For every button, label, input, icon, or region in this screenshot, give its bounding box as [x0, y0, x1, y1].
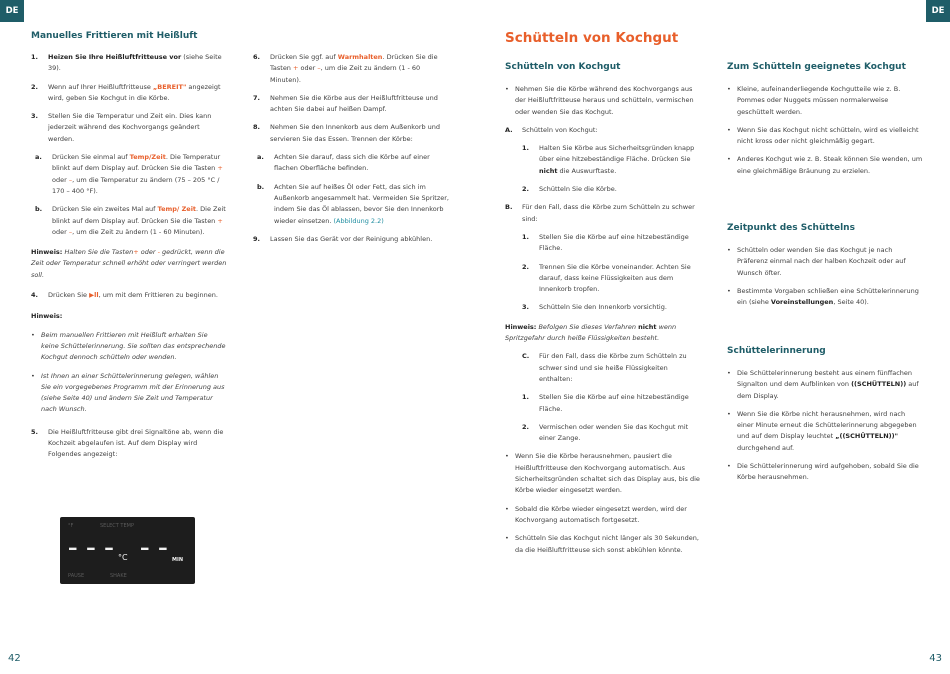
hint-bullet-2: • Ist Ihnen an einer Schüttelerinnerung gelegen, wählen Sie ein vorgegebenes Programm mit der Erinnerung aus (siehe Seite 40) und ändern Sie Zeit und Temperatur nach Wunsch.	[31, 371, 225, 414]
bullet-not-crispy: • Wenn Sie das Kochgut nicht schütteln, wird es vielleicht nicht kross oder nicht gleichmäßig gegart.	[727, 125, 919, 146]
step-B1: 1. Stellen Sie die Körbe auf eine hitzebeständige Fläche.	[522, 232, 689, 253]
bullet-reminder-repeat: • Wenn Sie die Körbe nicht herausnehmen, wird nach einer Minute erneut die Schüttelerinnerung abgegeben und auf dem Display leuchtet „((SCHÜTTELN))" durchgehend auf.	[727, 409, 917, 452]
hint-heading: Hinweis:	[31, 312, 63, 321]
bullet-half-time: • Schütteln oder wenden Sie das Kochgut je nach Präferenz einmal nach der halben Kochzeit oder auf Wunsch öfter.	[727, 246, 906, 277]
step-B: B. Für den Fall, dass die Körbe zum Schütteln zu schwer sind:	[505, 203, 695, 223]
step-C1: 1. Stellen Sie die Körbe auf eine hitzebeständige Fläche.	[522, 393, 689, 413]
figure-link[interactable]: (Abbildung 2.2)	[333, 216, 384, 225]
air-fryer-display-image: °F SELECT TEMP – – – °C – – MIN PAUSE SHAKE	[60, 517, 195, 584]
step-A1: 1. Halten Sie Körbe aus Sicherheitsgründen knapp über eine hitzebeständige Fläche. Drücken Sie nicht die Auswurftaste.	[522, 144, 695, 175]
step-3: 3. Stellen Sie die Temperatur und Zeit ein. Dies kann jederzeit während des Kochvorgangs geändert werden.	[31, 112, 212, 143]
step-B2: 2. Trennen Sie die Körbe voneinander. Achten Sie darauf, dass keine Flüssigkeiten aus dem Innenkorb tropfen.	[522, 262, 691, 294]
bullet-reminder-cancel: • Die Schüttelerinnerung wird aufgehoben, sobald Sie die Körbe herausnehmen.	[727, 462, 919, 482]
hint-spatter: Hinweis: Befolgen Sie dieses Verfahren nicht wenn Spritzgefahr durch heiße Flüssigkeiten besteht.	[505, 322, 677, 343]
step-6: 6. Drücken Sie ggf. auf Warmhalten. Drücken Sie die Tasten + oder –, um die Zeit zu ändern (1 - 60 Minuten).	[253, 53, 438, 84]
hint-hold-buttons: Hinweis: Halten Sie die Tasten+ oder - gedrückt, wenn die Zeit oder Temperatur schnell erhöht oder verringert werden soll.	[31, 248, 227, 279]
heading-suitable-food: Zum Schütteln geeignetes Kochgut	[727, 62, 906, 72]
page-number-left: 42	[8, 653, 21, 664]
step-7: 7. Nehmen Sie die Körbe aus der Heißluftfritteuse und achten Sie dabei auf heißen Dampf.	[253, 93, 438, 114]
language-tab-left: DE	[0, 0, 24, 22]
language-tab-right: DE	[926, 0, 950, 22]
heading-shake-reminder: Schüttelerinnerung	[727, 346, 826, 356]
step-3a: a. Drücken Sie einmal auf Temp/Zeit. Die Temperatur blinkt auf dem Display auf. Drücken Sie die Tasten + oder –, um die Temperatur zu ändern (75 – 205 °C / 170 – 400 °F).	[35, 153, 223, 195]
step-2: 2. Wenn auf Ihrer Heißluftfritteuse „BEREIT" angezeigt wird, geben Sie Kochgut in die Körbe.	[31, 82, 221, 102]
step-4: 4. Drücken Sie ▶ll, um mit dem Frittieren zu beginnen.	[31, 291, 218, 300]
step-8b: b. Achten Sie auf heißes Öl oder Fett, das sich im Außenkorb angesammelt hat. Vermeiden Sie Spritzer, indem Sie das Öl ablassen, bevor Sie den Innenkorb wieder einsetzen. (Abbildung 2.2)	[257, 182, 449, 225]
right-column-2b	[727, 245, 923, 315]
left-page-title: Manuelles Frittieren mit Heißluft	[31, 31, 198, 41]
heading-shaking: Schütteln von Kochgut	[505, 62, 621, 72]
temperature-digits: – – –	[68, 537, 115, 559]
step-A: A. Schütteln von Kochgut:	[505, 125, 598, 134]
heading-timing: Zeitpunkt des Schüttelns	[727, 223, 855, 233]
left-column-1	[31, 52, 227, 468]
right-column-2a	[727, 84, 923, 184]
step-8a: a. Achten Sie darauf, dass sich die Körbe auf einer flachen Oberfläche befinden.	[257, 153, 430, 173]
step-3b: b. Drücken Sie ein zweites Mal auf Temp/ Zeit. Die Zeit blinkt auf dem Display auf. Drücken Sie die Tasten + oder –, um die Zeit zu ändern (1 - 60 Minuten).	[35, 205, 226, 236]
step-C2: 2. Vermischen oder wenden Sie das Kochgut mit einer Zange.	[522, 422, 689, 443]
bullet-resume: • Sobald die Körbe wieder eingesetzt werden, wird der Kochvorgang automatisch fortgesetzt.	[505, 504, 687, 524]
step-A2: 2. Schütteln Sie die Körbe.	[522, 185, 617, 194]
step-C: C. Für den Fall, dass die Körbe zum Schütteln zu schwer sind und sie heiße Flüssigkeiten enthalten:	[522, 352, 687, 383]
right-column-1	[505, 84, 701, 563]
bullet-reminder-signal: • Die Schüttelerinnerung besteht aus einem fünffachen Signalton und dem Aufblinken von ((SCHÜTTELN)) auf dem Display.	[727, 369, 919, 400]
left-column-2	[253, 52, 449, 252]
bullet-steak: • Anderes Kochgut wie z. B. Steak können Sie wenden, um eine gleichmäßige Bräunung zu erzielen.	[727, 155, 923, 175]
bullet-small-pieces: • Kleine, aufeinanderliegende Kochgutteile wie z. B. Pommes oder Nuggets müssen normalerweise geschüttelt werden.	[727, 85, 901, 116]
hint-bullet-1: • Beim manuellen Frittieren mit Heißluft erhalten Sie keine Schüttelerinnerung. Sie sollten das entsprechende Kochgut dennoch schütteln oder wenden.	[31, 330, 226, 362]
step-1: 1. Heizen Sie Ihre Heißluftfritteuse vor (siehe Seite 39).	[31, 53, 222, 73]
page-number-right: 43	[929, 653, 942, 664]
bullet-duration: • Schütteln Sie das Kochgut nicht länger als 30 Sekunden, da die Heißluftfritteuse sich sonst abkühlen könnte.	[505, 534, 699, 554]
bullet-pause: • Wenn Sie die Körbe herausnehmen, pausiert die Heißluftfritteuse den Kochvorgang automatisch. Aus Sicherheitsgründen schaltet sich das Display aus, bis die Körbe wieder eingesetzt werden.	[505, 452, 700, 495]
step-9: 9. Lassen Sie das Gerät vor der Reinigung abkühlen.	[253, 234, 433, 243]
step-B3: 3. Schütteln Sie den Innenkorb vorsichtig.	[522, 303, 667, 312]
right-page-title: Schütteln von Kochgut	[505, 30, 679, 46]
right-column-2c	[727, 368, 923, 491]
time-digits: – –	[140, 537, 169, 559]
step-5: 5. Die Heißluftfritteuse gibt drei Signaltöne ab, wenn die Kochzeit abgelaufen ist. Auf dem Display wird Folgendes angezeigt:	[31, 427, 224, 459]
step-8: 8. Nehmen Sie den Innenkorb aus dem Außenkorb und servieren Sie das Essen. Trennen der Körbe:	[253, 123, 441, 143]
bullet-shake-intro: • Nehmen Sie die Körbe während des Kochvorgangs aus der Heißluftfritteuse heraus und schütteln, vermischen oder wenden Sie das Kochgut.	[505, 85, 694, 116]
bullet-presets: • Bestimmte Vorgaben schließen eine Schüttelerinnerung ein (siehe Voreinstellungen, Seite 40).	[727, 286, 919, 307]
